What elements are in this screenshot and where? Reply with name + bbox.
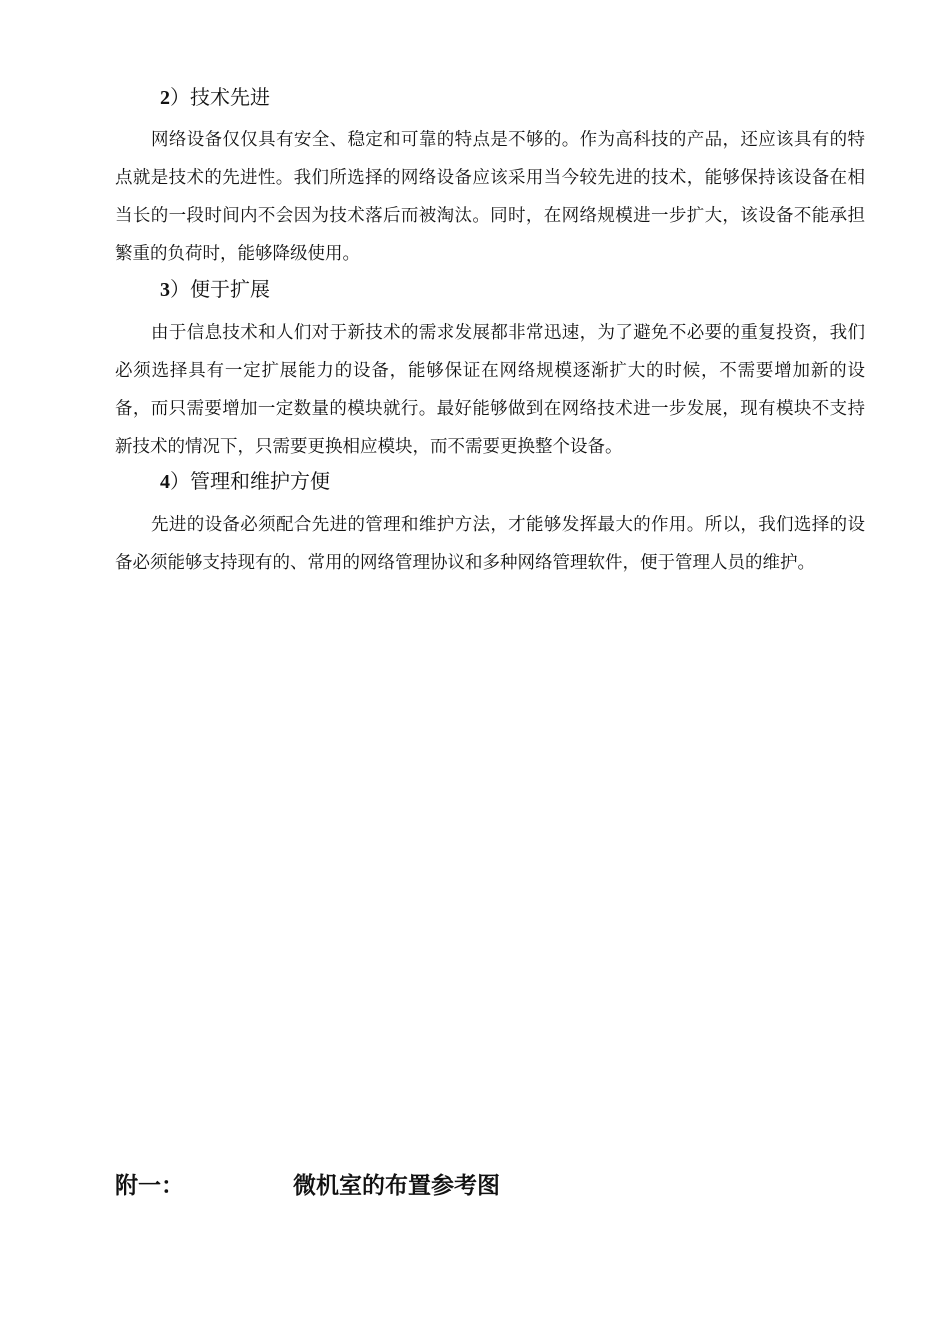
section-heading-3 — [160, 277, 270, 302]
section-heading-2 — [160, 85, 270, 110]
section-heading-4 — [160, 469, 330, 494]
section-title: 管理和维护方便 — [190, 469, 330, 493]
section-number: 4 — [160, 471, 170, 493]
section-paren: ） — [170, 85, 190, 109]
section-title: 技术先进 — [190, 85, 270, 109]
section-title: 便于扩展 — [190, 277, 270, 301]
appendix-heading — [115, 1168, 815, 1204]
section-body-3: 由于信息技术和人们对于新技术的需求发展都非常迅速，为了避免不必要的重复投资，我们必须选择具有一定扩展能力的设备，能够保证在网络规模逐渐扩大的时候，不需要增加新的设备，而只需要增加一定数量的模块就行。最好能够做到在网络技术进一步发展，现有模块不支持新技术的情况下，只需要更换相应模块，而不需要更换整个设备。 — [115, 323, 865, 457]
appendix-label: 附一： — [115, 1173, 184, 1199]
appendix-title: 微机室的布置参考图 — [293, 1173, 500, 1199]
section-number: 3 — [160, 279, 170, 301]
section-paren: ） — [170, 469, 190, 493]
section-body-2: 网络设备仅仅具有安全、稳定和可靠的特点是不够的。作为高科技的产品，还应该具有的特点就是技术的先进性。我们所选择的网络设备应该采用当今较先进的技术，能够保持该设备在相当长的一段时间内不会因为技术落后而被淘汰。同时，在网络规模进一步扩大，该设备不能承担繁重的负荷时，能够降级使用。 — [115, 130, 865, 264]
section-paren: ） — [170, 277, 190, 301]
section-number: 2 — [160, 87, 170, 109]
section-body-4: 先进的设备必须配合先进的管理和维护方法，才能够发挥最大的作用。所以，我们选择的设备必须能够支持现有的、常用的网络管理协议和多种网络管理软件，便于管理人员的维护。 — [115, 515, 865, 573]
